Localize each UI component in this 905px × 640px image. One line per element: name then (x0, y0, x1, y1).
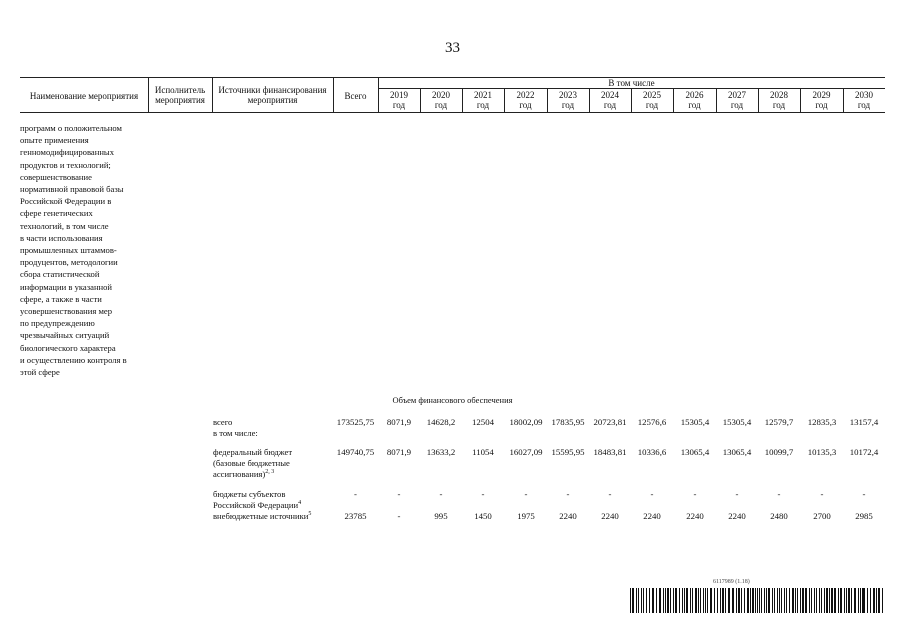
value-cell: 13065,4 (680, 447, 710, 457)
header-executor-line: Исполнитель (154, 85, 206, 95)
barcode-bar (752, 588, 754, 613)
header-bottom-border (20, 112, 885, 113)
barcode-bar (744, 588, 745, 613)
barcode-bar (829, 588, 830, 613)
barcode-bar (768, 588, 770, 613)
row-label-text: (базовые бюджетные (213, 458, 290, 468)
value-cell: 10336,6 (637, 447, 667, 457)
value-cell: 13157,4 (849, 417, 879, 427)
barcode-bar (781, 588, 782, 613)
header-year-word: год (392, 100, 406, 110)
header-name (20, 91, 148, 101)
value-cell: 2240 (686, 511, 704, 521)
barcode-bar (761, 588, 762, 613)
header-year-number: 2027 (728, 90, 746, 100)
barcode-bar (774, 588, 775, 613)
barcode-bar (659, 588, 661, 613)
description-line: информации в указанной (20, 281, 113, 292)
value-cell: - (566, 489, 570, 499)
value-cell: - (524, 489, 528, 499)
barcode-bar (777, 588, 778, 613)
barcode-bar (700, 588, 701, 613)
barcode-bar (863, 588, 865, 613)
barcode-bar (764, 588, 765, 613)
header-year-word: год (730, 100, 744, 110)
row-label-text: Российской Федерации (213, 500, 299, 510)
value-cell: 1450 (474, 511, 492, 521)
barcode-bar (656, 588, 658, 613)
value-cell: - (777, 489, 781, 499)
barcode-bar (854, 588, 856, 613)
header-sources-line: Источники финансирования (218, 85, 327, 95)
row-label-text: всего (213, 417, 233, 427)
barcode-bar (707, 588, 708, 613)
barcode-bar (649, 588, 650, 613)
value-cell: - (397, 511, 401, 521)
barcode-bar (878, 588, 880, 613)
barcode-bar (803, 588, 804, 613)
value-cell: - (439, 489, 443, 499)
value-cell: 20723,81 (593, 417, 627, 427)
header-year (420, 90, 462, 110)
barcode-bar (720, 588, 721, 613)
row-label-line (213, 511, 311, 522)
value-cell: 2240 (643, 511, 661, 521)
barcode-bar (667, 588, 668, 613)
row-label (213, 447, 292, 480)
barcode-bar (867, 588, 868, 613)
header-year (800, 90, 843, 110)
barcode-bar (802, 588, 803, 613)
barcode-bar (663, 588, 664, 613)
value-cell: 18002,09 (509, 417, 543, 427)
description-line: сфере генетических (20, 208, 93, 219)
value-cell: 995 (434, 511, 448, 521)
header-year (673, 90, 716, 110)
value-cell: 149740,75 (336, 447, 375, 457)
header-year (462, 90, 504, 110)
barcode-bar (630, 588, 631, 613)
barcode-bar (710, 588, 712, 613)
header-year-number: 2029 (812, 90, 831, 100)
description-line: опыте применения (20, 135, 89, 146)
header-year-word: год (476, 100, 490, 110)
barcode-bar (786, 588, 787, 613)
value-cell: 10135,3 (807, 447, 837, 457)
page-number: 33 (445, 40, 460, 56)
value-cell: 12579,7 (764, 417, 794, 427)
header-year-word: год (434, 100, 448, 110)
barcode-bar (876, 588, 877, 613)
row-label-text: внебюджетные источники (213, 511, 309, 521)
barcode-bar (757, 588, 759, 613)
header-year (716, 90, 758, 110)
row-label-line (213, 489, 301, 500)
barcode-bar (814, 588, 815, 613)
barcode-bar (725, 588, 726, 613)
barcode-bar (835, 588, 836, 613)
barcode-bar (638, 588, 639, 613)
value-cell: - (354, 489, 357, 499)
barcode-bar (652, 588, 654, 613)
value-cell: 12504 (472, 417, 494, 427)
barcode-bar (862, 588, 863, 613)
description-line: продуцентов, методологии (20, 257, 118, 268)
header-year-word: год (561, 100, 575, 110)
description-line: в части использования (20, 232, 103, 243)
value-cell: 16027,09 (509, 447, 543, 457)
value-cell: 13065,4 (722, 447, 752, 457)
description-line: нормативной правовой базы (20, 184, 124, 195)
value-cell: 15305,4 (680, 417, 710, 427)
row-label (213, 511, 311, 522)
barcode-bar (811, 588, 813, 613)
header-year (758, 90, 800, 110)
value-cell: 10172,4 (849, 447, 879, 457)
header-year-word: год (857, 100, 871, 110)
value-cell: 1975 (517, 511, 535, 521)
barcode-bar (838, 588, 840, 613)
barcode-bar (779, 588, 780, 613)
value-cell: 17835,95 (551, 417, 585, 427)
header-year-word: год (645, 100, 659, 110)
row-label-line (213, 458, 292, 469)
header-year-word: год (772, 100, 786, 110)
barcode-bar (766, 588, 767, 613)
value-cell: 173525,75 (336, 417, 375, 427)
barcode-bar (816, 588, 817, 613)
row-label-line (213, 417, 258, 428)
value-cell: 12835,3 (807, 417, 837, 427)
barcode-bar (703, 588, 704, 613)
barcode-bar (641, 588, 642, 613)
value-cell: 2480 (770, 511, 788, 521)
header-year (631, 90, 673, 110)
description-line: сбора статистической (20, 269, 100, 280)
description-line: биологического характера (20, 342, 116, 353)
barcode-bar (690, 588, 692, 613)
value-cell: 10099,7 (764, 447, 794, 457)
barcode-bar (821, 588, 822, 613)
value-cell: - (650, 489, 654, 499)
barcode-bar (722, 588, 724, 613)
header-including: В том числе (608, 78, 655, 88)
row-label-line (213, 500, 301, 511)
barcode-bar (848, 588, 850, 613)
barcode-bar (728, 588, 730, 613)
row-label (213, 417, 258, 439)
barcode-bar (805, 588, 806, 613)
barcode-bar (698, 588, 699, 613)
header-year-word: год (688, 100, 701, 110)
value-cell: 8071,9 (386, 417, 412, 427)
barcode-bar (873, 588, 875, 613)
row-label-line (213, 428, 258, 439)
barcode-bar (705, 588, 706, 613)
header-total (333, 91, 378, 101)
header-year-number: 2025 (643, 90, 661, 100)
row-label-line (213, 447, 292, 458)
description-line: промышленных штаммов- (20, 245, 117, 256)
barcode-bar (846, 588, 847, 613)
header-year-word: год (603, 100, 617, 110)
row-label-line (213, 469, 292, 480)
barcode-bar (826, 588, 828, 613)
header-year (547, 90, 589, 110)
barcode-bar (844, 588, 845, 613)
header-year-number: 2030 (855, 90, 873, 100)
header-year-number: 2019 (390, 90, 408, 100)
description-line: сфере, а также в части (20, 293, 102, 304)
value-cell: 2240 (601, 511, 619, 521)
header-sources (212, 85, 333, 105)
description-line: технологий, в том числе (20, 220, 109, 231)
header-year (843, 90, 885, 110)
header-year-word: год (815, 100, 828, 110)
barcode-bar (851, 588, 853, 613)
value-cell: 14628,2 (426, 417, 456, 427)
barcode-bar (759, 588, 760, 613)
footnote-ref: 5 (308, 511, 312, 518)
barcode-bar (675, 588, 677, 613)
header-total-text: Всего (344, 91, 367, 101)
description-line: чрезвычайных ситуаций (20, 330, 110, 341)
header-year-number: 2024 (601, 90, 619, 100)
row-label-text: ассигнования) (213, 469, 266, 479)
barcode-bar (673, 588, 674, 613)
barcode-bar (809, 588, 810, 613)
value-cell: 18483,81 (593, 447, 627, 457)
barcode-bar (692, 588, 693, 613)
value-cell: - (862, 489, 866, 499)
barcode-bar (670, 588, 671, 613)
barcode-bar (686, 588, 688, 613)
description-line: совершенствование (20, 171, 92, 182)
barcode-image (630, 588, 884, 613)
header-year (589, 90, 631, 110)
header-year (378, 90, 420, 110)
barcode-bar (741, 588, 743, 613)
header-year-word: год (519, 100, 532, 110)
barcode-bar (684, 588, 685, 613)
barcode-bar (824, 588, 825, 613)
barcode-bar (643, 588, 644, 613)
barcode-bar (860, 588, 861, 613)
description-line: Российской Федерации в (20, 196, 112, 207)
header-year-number: 2028 (770, 90, 788, 100)
barcode-bar (882, 588, 883, 613)
description-line: генномодифицированных (20, 147, 115, 158)
value-cell: 13633,2 (426, 447, 456, 457)
row-label-text: бюджеты субъектов (213, 489, 286, 499)
row-label (213, 489, 301, 511)
barcode-bar (792, 588, 794, 613)
barcode-bar (831, 588, 833, 613)
barcode-bar (858, 588, 859, 613)
barcode-bar (733, 588, 734, 613)
description-line: по предупреждению (20, 318, 95, 329)
value-cell: 2240 (728, 511, 746, 521)
barcode-bar (738, 588, 740, 613)
header-year (504, 90, 547, 110)
header-executor (148, 85, 212, 105)
value-cell: - (608, 489, 612, 499)
row-label-text: в том числе: (213, 428, 258, 438)
barcode-bar (795, 588, 796, 613)
barcode-bar (646, 588, 647, 613)
barcode-text: 6117989 (1.18) (713, 579, 750, 585)
footnote-ref: 2, 3 (265, 469, 275, 476)
barcode-bar (665, 588, 666, 613)
description-line: продуктов и технологий; (20, 159, 111, 170)
value-cell: - (481, 489, 485, 499)
barcode-bar (755, 588, 756, 613)
value-cell: 11054 (472, 447, 494, 457)
footnote-ref: 4 (298, 500, 302, 507)
value-cell: 2700 (813, 511, 831, 521)
barcode-bar (732, 588, 733, 613)
description-line: усовершенствования мер (20, 306, 113, 317)
barcode-bar (750, 588, 752, 613)
barcode-bar (797, 588, 798, 613)
row-label-text: федеральный бюджет (213, 447, 293, 457)
measure-description (20, 122, 148, 378)
value-cell: 23785 (344, 511, 367, 521)
description-line: программ о положительном (20, 123, 122, 133)
value-cell: 2985 (855, 511, 873, 521)
barcode-bar (679, 588, 680, 613)
header-year-number: 2026 (685, 90, 704, 100)
value-cell: 8071,9 (386, 447, 412, 457)
barcode-bar (800, 588, 801, 613)
barcode-bar (747, 588, 749, 613)
header-year-number: 2023 (559, 90, 577, 100)
value-cell: 15595,95 (551, 447, 585, 457)
barcode-bar (717, 588, 718, 613)
value-cell: - (735, 489, 739, 499)
barcode-bar (682, 588, 684, 613)
header-executor-line: мероприятия (155, 95, 205, 105)
barcode-bar (784, 588, 785, 613)
header-name-text: Наименование мероприятия (29, 91, 139, 101)
value-cell: - (820, 489, 824, 499)
header-year-number: 2022 (516, 90, 535, 100)
barcode-bar (695, 588, 697, 613)
barcode-bar (632, 588, 634, 613)
barcode-bar (736, 588, 737, 613)
barcode-bar (819, 588, 820, 613)
barcode-bar (834, 588, 835, 613)
header-year-number: 2021 (474, 90, 492, 100)
barcode-bar (714, 588, 716, 613)
barcode-bar (870, 588, 871, 613)
value-cell: 15305,4 (722, 417, 752, 427)
barcode-bar (840, 588, 842, 613)
barcode-bar (636, 588, 637, 613)
value-cell: - (397, 489, 401, 499)
barcode-bar (772, 588, 773, 613)
financing-caption: Объем финансового обеспечения (392, 395, 513, 405)
description-line: и осуществлению контроля в (20, 354, 127, 365)
value-cell: - (693, 489, 697, 499)
value-cell: 12576,6 (637, 417, 667, 427)
header-sources-line: мероприятия (247, 95, 298, 105)
value-cell: 2240 (559, 511, 577, 521)
header-year-number: 2020 (432, 90, 450, 100)
barcode-bar (789, 588, 790, 613)
description-line: этой сфере (20, 367, 60, 378)
